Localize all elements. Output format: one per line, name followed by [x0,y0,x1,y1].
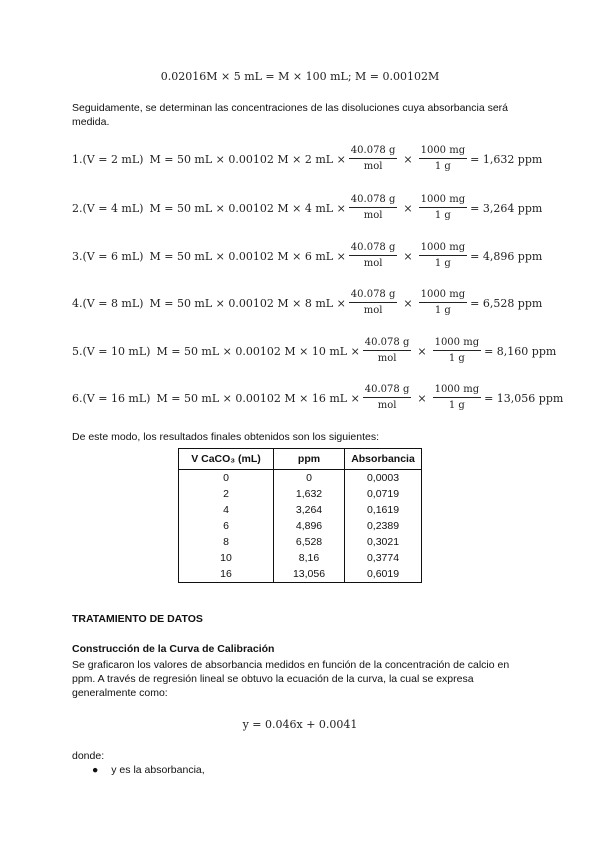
table-row [179,502,422,518]
calc-result: = 13,056 ppm [484,391,564,405]
cell-ppm: 6,528 [274,534,345,550]
calc-prefix: 6.(V = 16 mL) [72,391,151,405]
calc-expression: M = 50 mL × 0.00102 M × 10 mL × [156,344,360,358]
calculation-row: 1.(V = 2 mL) M = 50 mL × 0.00102 M × 2 mL × $\frac{40.078 g}{\text{mol}}$ × $\frac{1000 mg}{1 g}$ = 1,632 ppm [72,145,543,172]
cell-volume: 8 [179,534,274,550]
regression-equation: y = 0.046x + 0.0041 [242,718,358,731]
calculation-row: 4.(V = 8 mL) M = 50 mL × 0.00102 M × 8 mL × $\frac{40.078 g}{\text{mol}}$ × $\frac{1000 mg}{1 g}$ = 6,528 ppm [72,289,543,316]
calc-result: = 3,264 ppm [470,201,543,215]
table-row [179,550,422,566]
calc-prefix: 1.(V = 2 mL) [72,152,144,166]
calc-expression: M = 50 mL × 0.00102 M × 2 mL × [149,152,346,166]
table-row [179,486,422,502]
calculation-row: 6.(V = 16 mL) M = 50 mL × 0.00102 M × 16 mL × $\frac{40.078 g}{\text{mol}}$ × $\frac{1000 mg}{1 g}$ = 13,056 ppm [72,384,564,411]
molar-mass-fraction [349,194,398,222]
fraction-numerator: 40.078 g [363,384,412,398]
cell-volume: 4 [179,502,274,518]
table-row [179,534,422,550]
cell-absorbance: 0,0003 [345,470,422,487]
fraction-numerator: 40.078 g [349,289,398,303]
fraction-denominator: mol [363,258,383,269]
cell-absorbance: 0,1619 [345,502,422,518]
fraction-numerator: 40.078 g [349,145,398,159]
top-equation: 0.02016M × 5 mL = M × 100 mL; M = 0.00102M [160,70,440,83]
bullet-item [92,764,205,776]
bullet-text: y es la absorbancia, [111,764,205,776]
calc-result: = 6,528 ppm [470,296,543,310]
section-title: TRATAMIENTO DE DATOS [72,613,203,625]
fraction-denominator: mol [377,400,397,411]
cell-volume: 0 [179,470,274,487]
fraction-numerator: 1000 mg [419,194,468,208]
fraction-denominator: 1 g [434,258,451,269]
table-row [179,566,422,583]
cell-volume: 10 [179,550,274,566]
table-row [179,470,422,487]
intro-paragraph: Seguidamente, se determinan las concentraciones de las disoluciones cuya absorbancia será medida. [72,102,509,128]
fraction-denominator: 1 g [434,305,451,316]
cell-ppm: 1,632 [274,486,345,502]
subsection-title: Construcción de la Curva de Calibración [72,643,275,655]
results-table [178,448,422,583]
fraction-denominator: 1 g [448,353,465,364]
calc-prefix: 3.(V = 6 mL) [72,249,144,263]
fraction-numerator: 1000 mg [419,242,468,256]
header-absorbance: Absorbancia [345,449,422,470]
fraction-denominator: mol [363,210,383,221]
molar-mass-fraction [349,242,398,270]
cell-ppm: 0 [274,470,345,487]
cell-ppm: 3,264 [274,502,345,518]
molar-mass-fraction [349,289,398,317]
fraction-denominator: mol [363,161,383,172]
fraction-denominator: mol [363,305,383,316]
header-ppm: ppm [274,449,345,470]
fraction-numerator: 40.078 g [349,242,398,256]
fraction-numerator: 1000 mg [419,145,468,159]
cell-ppm: 4,896 [274,518,345,534]
conversion-fraction [433,384,482,412]
calculation-row: 2.(V = 4 mL) M = 50 mL × 0.00102 M × 4 mL × $\frac{40.078 g}{\text{mol}}$ × $\frac{1000 mg}{1 g}$ = 3,264 ppm [72,194,543,221]
cell-absorbance: 0,3021 [345,534,422,550]
fraction-numerator: 1000 mg [433,337,482,351]
conversion-fraction [419,289,468,317]
calc-expression: M = 50 mL × 0.00102 M × 16 mL × [156,391,360,405]
table-row [179,518,422,534]
fraction-denominator: mol [377,353,397,364]
cell-volume: 6 [179,518,274,534]
fraction-numerator: 40.078 g [363,337,412,351]
header-volume: V CaCO₃ (mL) [179,449,274,470]
fraction-denominator: 1 g [448,400,465,411]
bullet-dot-icon: ● [92,764,99,776]
cell-volume: 16 [179,566,274,583]
cell-ppm: 13,056 [274,566,345,583]
cell-ppm: 8,16 [274,550,345,566]
conversion-fraction [419,242,468,270]
molar-mass-fraction [363,337,412,365]
conversion-fraction [419,194,468,222]
calc-expression: M = 50 mL × 0.00102 M × 8 mL × [149,296,346,310]
fraction-numerator: 1000 mg [419,289,468,303]
table-header-row [179,449,422,470]
fraction-denominator: 1 g [434,161,451,172]
cell-absorbance: 0,0719 [345,486,422,502]
donde-label: donde: [72,750,105,762]
cell-absorbance: 0,6019 [345,566,422,583]
molar-mass-fraction [363,384,412,412]
calc-prefix: 2.(V = 4 mL) [72,201,144,215]
fraction-denominator: 1 g [434,210,451,221]
calc-prefix: 4.(V = 8 mL) [72,296,144,310]
conversion-fraction [419,145,468,173]
cell-absorbance: 0,2389 [345,518,422,534]
calc-prefix: 5.(V = 10 mL) [72,344,151,358]
conversion-fraction [433,337,482,365]
fraction-numerator: 1000 mg [433,384,482,398]
calc-expression: M = 50 mL × 0.00102 M × 4 mL × [149,201,346,215]
calculation-row: 5.(V = 10 mL) M = 50 mL × 0.00102 M × 10 mL × $\frac{40.078 g}{\text{mol}}$ × $\frac{1000 mg}{1 g}$ = 8,160 ppm [72,337,557,364]
calc-result: = 1,632 ppm [470,152,543,166]
calibration-paragraph: Se graficaron los valores de absorbancia medidos en función de la concentración de calcio en ppm. A través de regresión lineal se obtuvo la ecuación de la curva, la cual se expresa generalmente como: [72,659,510,699]
calc-result: = 8,160 ppm [484,344,557,358]
cell-volume: 2 [179,486,274,502]
calc-result: = 4,896 ppm [470,249,543,263]
molar-mass-fraction [349,145,398,173]
cell-absorbance: 0,3774 [345,550,422,566]
results-intro: De este modo, los resultados finales obtenidos son los siguientes: [72,431,380,443]
calculation-row: 3.(V = 6 mL) M = 50 mL × 0.00102 M × 6 mL × $\frac{40.078 g}{\text{mol}}$ × $\frac{1000 mg}{1 g}$ = 4,896 ppm [72,242,543,269]
fraction-numerator: 40.078 g [349,194,398,208]
calc-expression: M = 50 mL × 0.00102 M × 6 mL × [149,249,346,263]
